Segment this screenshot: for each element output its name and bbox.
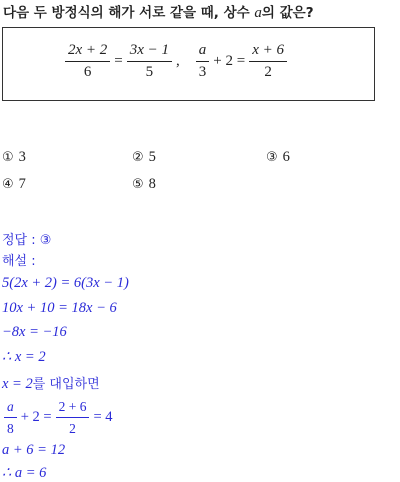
- fraction-2-denominator: 5: [145, 64, 154, 80]
- solution-step-6: [2, 398, 115, 437]
- choice-5-value: 8: [148, 176, 156, 192]
- fraction-4-numerator: x + 6: [249, 42, 287, 62]
- substitution-text: 를 대입하면: [32, 377, 100, 392]
- answer-label: 정답 : ③: [2, 233, 52, 248]
- choice-5[interactable]: [132, 176, 156, 193]
- solution-step-8: ∴ a = 6: [2, 465, 47, 481]
- question-suffix: 의 값은?: [261, 5, 314, 21]
- fraction-1-denominator: 6: [83, 64, 92, 80]
- step6-fraction-2-numerator: 2 + 6: [56, 398, 90, 418]
- solution-step-3: −8x = −16: [2, 324, 67, 340]
- step6-fraction-1: [4, 398, 17, 437]
- solution-step-1: 5(2x + 2) = 6(3x − 1): [2, 275, 129, 291]
- fraction-4: [249, 42, 287, 81]
- plus-two-equals: + 2 =: [213, 53, 246, 69]
- fraction-2-numerator: 3x − 1: [127, 42, 172, 62]
- fraction-1-numerator: 2x + 2: [65, 42, 110, 62]
- choice-1-value: 3: [18, 149, 26, 165]
- choice-4-value: 7: [18, 176, 26, 192]
- fraction-2: [127, 42, 172, 81]
- equation-row: [63, 42, 289, 81]
- choice-3-mark: ③: [266, 150, 278, 165]
- step6-fraction-2: [56, 398, 90, 437]
- choice-2-value: 5: [148, 149, 156, 165]
- question-variable: a: [254, 5, 262, 21]
- fraction-1: [65, 42, 110, 81]
- choice-2-mark: ②: [132, 150, 144, 165]
- solution-step-5: [2, 373, 100, 393]
- solution-step-7: a + 6 = 12: [2, 442, 66, 458]
- step6-result: = 4: [93, 409, 113, 425]
- solution-step-4: ∴ x = 2: [2, 349, 46, 365]
- choice-1[interactable]: [2, 149, 26, 166]
- comma: ,: [176, 53, 180, 69]
- equation-box: [2, 27, 375, 101]
- question-text: [3, 1, 314, 22]
- choice-1-mark: ①: [2, 150, 14, 165]
- step6-fraction-1-numerator: a: [4, 398, 17, 418]
- choice-5-mark: ⑤: [132, 177, 144, 192]
- step6-plus-two: + 2 =: [20, 409, 52, 425]
- fraction-4-denominator: 2: [264, 64, 272, 80]
- choice-4[interactable]: [2, 176, 26, 193]
- choice-4-mark: ④: [2, 177, 14, 192]
- step6-fraction-2-denominator: 2: [69, 421, 76, 436]
- substitution-math: x = 2: [2, 376, 33, 392]
- question-prefix: 다음 두 방정식의 해가 서로 같을 때, 상수: [3, 5, 255, 21]
- step6-fraction-1-denominator: 8: [7, 421, 14, 436]
- equals-sign: =: [114, 53, 123, 69]
- solution-step-2: 10x + 10 = 18x − 6: [2, 300, 117, 316]
- choice-3[interactable]: [266, 149, 290, 166]
- choice-2[interactable]: [132, 149, 156, 166]
- fraction-3-denominator: 3: [198, 64, 207, 80]
- choice-3-value: 6: [282, 149, 290, 165]
- explanation-label: 해설 :: [2, 254, 36, 269]
- fraction-3-numerator: a: [196, 42, 210, 62]
- fraction-3: [196, 42, 210, 81]
